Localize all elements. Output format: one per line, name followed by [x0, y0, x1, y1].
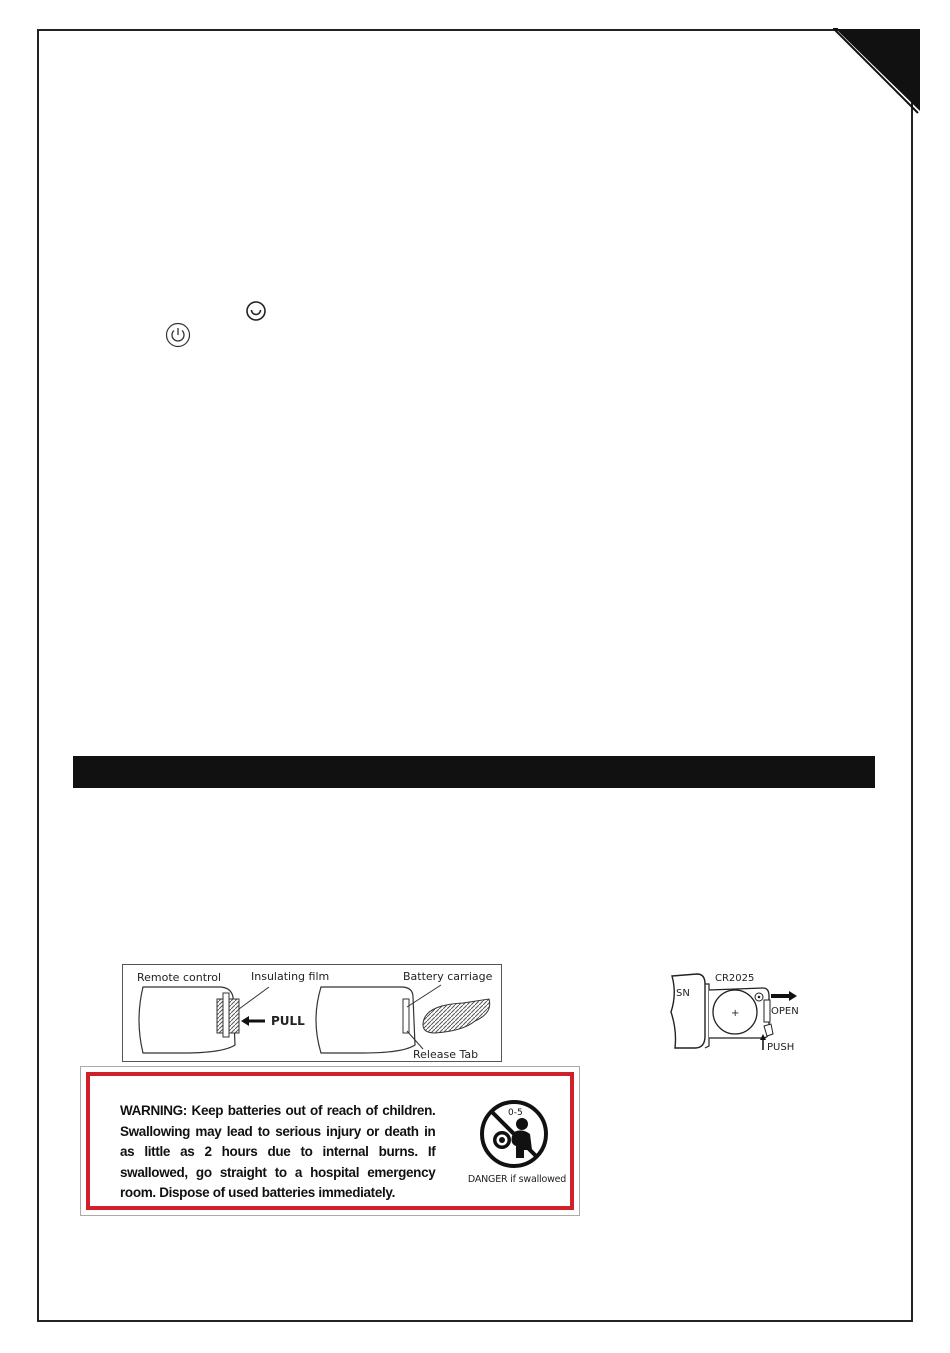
battery-carriage-label: Battery carriage [403, 970, 493, 983]
battery-warning-box [86, 1072, 574, 1210]
danger-caption: DANGER if swallowed [467, 1174, 567, 1185]
remote-battery-figure [122, 964, 502, 1062]
section-heading-bar [73, 756, 875, 788]
push-label: PUSH [767, 1042, 795, 1053]
release-tab-label: Release Tab [413, 1048, 479, 1061]
button-cell-figure [667, 966, 807, 1056]
standby-icon [245, 300, 267, 322]
open-label: OPEN [771, 1006, 799, 1017]
plus-label: + [731, 1008, 740, 1019]
power-icon [165, 322, 191, 348]
pull-label: PULL [271, 1014, 305, 1028]
no-small-children-icon [478, 1098, 550, 1170]
sn-label: SN [676, 988, 690, 999]
page-corner-fold [830, 25, 922, 115]
remote-control-label: Remote control [137, 971, 222, 984]
battery-warning-panel [80, 1066, 580, 1216]
warning-text: WARNING: Keep batteries out of reach of children. Swallowing may lead to serious injury or death in as little as 2 hours due to internal burns. If swallowed, go straight to a hospital emergency room. Dispose of used batteries immediately. [120, 1103, 436, 1201]
insulating-film-label: Insulating film [251, 970, 330, 983]
button-cell-illustration [667, 966, 807, 1056]
battery-model-label: CR2025 [715, 973, 755, 984]
age-range-label: 0-5 [508, 1108, 523, 1118]
